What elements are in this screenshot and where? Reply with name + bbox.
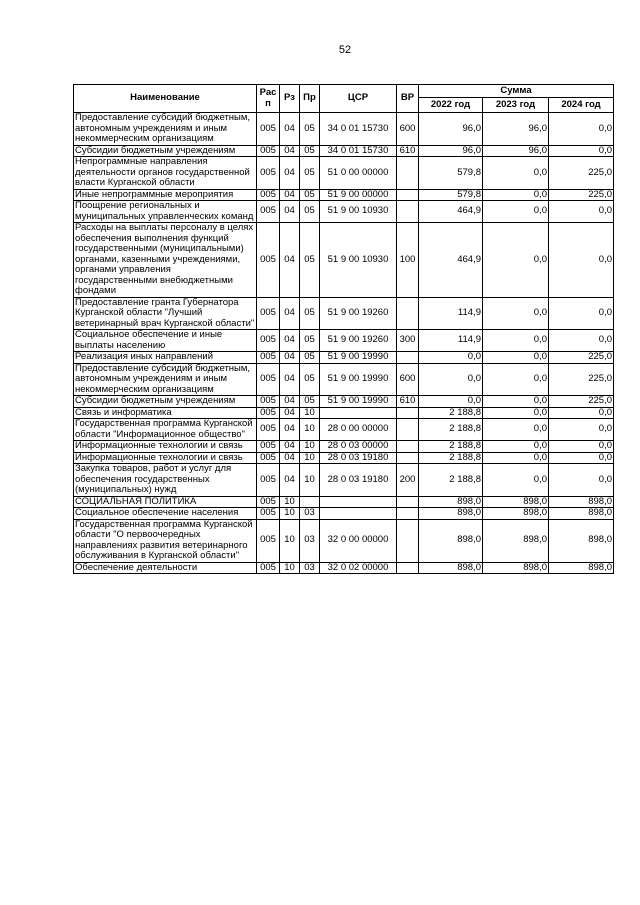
cell-csr: 51 9 00 19260: [320, 297, 397, 330]
cell-rz: 10: [280, 496, 300, 508]
page-number: 52: [338, 44, 352, 56]
cell-ras: 005: [257, 496, 280, 508]
cell-name: Социальное обеспечение населения: [74, 508, 257, 520]
cell-2022: 2 188,8: [419, 452, 483, 464]
cell-2022: 2 188,8: [419, 407, 483, 419]
cell-ras: 005: [257, 441, 280, 453]
cell-name: Непрограммные направления деятельности органов государственной власти Курганской области: [74, 157, 257, 190]
cell-rz: 04: [280, 113, 300, 146]
cell-2023: 96,0: [483, 113, 549, 146]
header-vr: ВР: [397, 85, 419, 113]
header-name: Наименование: [74, 85, 257, 113]
header-pr: Пр: [300, 85, 320, 113]
cell-rz: 04: [280, 452, 300, 464]
cell-2022: 2 188,8: [419, 464, 483, 497]
cell-pr: 05: [300, 157, 320, 190]
cell-pr: 05: [300, 201, 320, 223]
cell-2023: 0,0: [483, 297, 549, 330]
cell-ras: 005: [257, 352, 280, 364]
cell-2023: 0,0: [483, 157, 549, 190]
cell-csr: 28 0 00 00000: [320, 419, 397, 441]
table-row: [74, 419, 614, 441]
cell-2023: 898,0: [483, 519, 549, 562]
cell-2022: 464,9: [419, 201, 483, 223]
cell-pr: 03: [300, 508, 320, 520]
cell-name: Предоставление субсидий бюджетным, автономным учреждениям и иным некоммерческим организациям: [74, 113, 257, 146]
cell-name: Связь и информатика: [74, 407, 257, 419]
cell-pr: 05: [300, 223, 320, 298]
cell-pr: 10: [300, 464, 320, 497]
cell-2022: 579,8: [419, 189, 483, 201]
cell-2023: 0,0: [483, 407, 549, 419]
cell-vr: [397, 419, 419, 441]
cell-pr: 05: [300, 145, 320, 157]
table-row: [74, 407, 614, 419]
cell-2023: 898,0: [483, 496, 549, 508]
cell-csr: 51 9 00 00000: [320, 189, 397, 201]
cell-vr: [397, 201, 419, 223]
cell-ras: 005: [257, 157, 280, 190]
cell-csr: 51 9 00 19990: [320, 363, 397, 396]
cell-ras: 005: [257, 113, 280, 146]
cell-csr: [320, 508, 397, 520]
cell-pr: 10: [300, 441, 320, 453]
cell-2022: 114,9: [419, 330, 483, 352]
cell-ras: 005: [257, 519, 280, 562]
cell-2022: 0,0: [419, 396, 483, 408]
table-row: [74, 113, 614, 146]
cell-2024: 225,0: [549, 157, 614, 190]
cell-pr: 10: [300, 407, 320, 419]
cell-pr: 03: [300, 519, 320, 562]
cell-csr: 28 0 03 00000: [320, 441, 397, 453]
cell-2022: 2 188,8: [419, 441, 483, 453]
cell-pr: 05: [300, 297, 320, 330]
cell-rz: 04: [280, 201, 300, 223]
cell-2023: 0,0: [483, 330, 549, 352]
cell-rz: 04: [280, 419, 300, 441]
cell-name: Поощрение региональных и муниципальных управленческих команд: [74, 201, 257, 223]
cell-name: Предоставление гранта Губернатора Курганской области "Лучший ветеринарный врач Курганской области": [74, 297, 257, 330]
cell-pr: 05: [300, 330, 320, 352]
cell-2024: 225,0: [549, 363, 614, 396]
cell-2024: 225,0: [549, 189, 614, 201]
cell-name: Предоставление субсидий бюджетным, автономным учреждениям и иным некоммерческим организациям: [74, 363, 257, 396]
table-row: [74, 157, 614, 190]
cell-rz: 04: [280, 297, 300, 330]
cell-name: Обеспечение деятельности: [74, 562, 257, 574]
cell-rz: 04: [280, 157, 300, 190]
cell-2024: 0,0: [549, 113, 614, 146]
cell-rz: 04: [280, 396, 300, 408]
table-row: [74, 464, 614, 497]
cell-2023: 96,0: [483, 145, 549, 157]
cell-vr: 200: [397, 464, 419, 497]
cell-ras: 005: [257, 363, 280, 396]
cell-ras: 005: [257, 464, 280, 497]
cell-name: СОЦИАЛЬНАЯ ПОЛИТИКА: [74, 496, 257, 508]
cell-2024: 898,0: [549, 519, 614, 562]
cell-2022: 898,0: [419, 562, 483, 574]
cell-2022: 114,9: [419, 297, 483, 330]
table-row: [74, 145, 614, 157]
cell-csr: 51 9 00 10930: [320, 201, 397, 223]
cell-name: Расходы на выплаты персоналу в целях обеспечения выполнения функций государственными (муниципальными) органами, казенными учреждениями, органами управления государственными внебюджетными фондами: [74, 223, 257, 298]
table-row: [74, 363, 614, 396]
cell-2023: 898,0: [483, 562, 549, 574]
budget-table: [73, 84, 614, 574]
table-row: [74, 396, 614, 408]
cell-2024: 0,0: [549, 407, 614, 419]
cell-rz: 04: [280, 223, 300, 298]
cell-pr: [300, 496, 320, 508]
table-row: [74, 519, 614, 562]
header-sum: Сумма: [419, 85, 614, 98]
cell-2023: 0,0: [483, 419, 549, 441]
cell-2023: 0,0: [483, 223, 549, 298]
cell-csr: 32 0 02 00000: [320, 562, 397, 574]
table-row: [74, 496, 614, 508]
cell-pr: 05: [300, 363, 320, 396]
cell-2024: 898,0: [549, 508, 614, 520]
cell-2023: 0,0: [483, 363, 549, 396]
cell-2023: 0,0: [483, 452, 549, 464]
cell-vr: [397, 452, 419, 464]
cell-2024: 0,0: [549, 464, 614, 497]
cell-pr: 05: [300, 352, 320, 364]
cell-ras: 005: [257, 419, 280, 441]
cell-2024: 0,0: [549, 145, 614, 157]
cell-name: Социальное обеспечение и иные выплаты населению: [74, 330, 257, 352]
cell-csr: [320, 496, 397, 508]
cell-csr: 32 0 00 00000: [320, 519, 397, 562]
cell-2024: 225,0: [549, 352, 614, 364]
cell-2022: 898,0: [419, 496, 483, 508]
cell-2022: 579,8: [419, 157, 483, 190]
cell-2023: 0,0: [483, 396, 549, 408]
cell-csr: 51 9 00 10930: [320, 223, 397, 298]
cell-rz: 04: [280, 352, 300, 364]
cell-vr: [397, 496, 419, 508]
cell-rz: 04: [280, 189, 300, 201]
cell-csr: 28 0 03 19180: [320, 452, 397, 464]
table-row: [74, 352, 614, 364]
cell-name: Закупка товаров, работ и услуг для обеспечения государственных (муниципальных) нужд: [74, 464, 257, 497]
cell-name: Реализация иных направлений: [74, 352, 257, 364]
cell-pr: 10: [300, 419, 320, 441]
cell-vr: [397, 519, 419, 562]
header-year-2024: 2024 год: [549, 98, 614, 113]
cell-2022: 464,9: [419, 223, 483, 298]
cell-vr: 600: [397, 113, 419, 146]
cell-pr: 05: [300, 396, 320, 408]
cell-vr: 600: [397, 363, 419, 396]
cell-2024: 0,0: [549, 441, 614, 453]
cell-2022: 2 188,8: [419, 419, 483, 441]
cell-ras: 005: [257, 396, 280, 408]
cell-2024: 0,0: [549, 419, 614, 441]
header-ras: Рас п: [257, 85, 280, 113]
cell-vr: [397, 189, 419, 201]
header-csr: ЦСР: [320, 85, 397, 113]
cell-ras: 005: [257, 145, 280, 157]
cell-2023: 0,0: [483, 352, 549, 364]
cell-csr: 34 0 01 15730: [320, 113, 397, 146]
cell-2022: 96,0: [419, 145, 483, 157]
cell-2022: 0,0: [419, 363, 483, 396]
cell-2024: 0,0: [549, 330, 614, 352]
cell-name: Информационные технологии и связь: [74, 452, 257, 464]
cell-ras: 005: [257, 508, 280, 520]
cell-rz: 04: [280, 330, 300, 352]
table-row: [74, 562, 614, 574]
cell-csr: [320, 407, 397, 419]
cell-vr: [397, 297, 419, 330]
cell-name: Субсидии бюджетным учреждениям: [74, 396, 257, 408]
cell-2024: 0,0: [549, 201, 614, 223]
table-row: [74, 508, 614, 520]
table-row: [74, 330, 614, 352]
cell-vr: 610: [397, 145, 419, 157]
cell-2024: 0,0: [549, 223, 614, 298]
cell-2024: 225,0: [549, 396, 614, 408]
cell-vr: 610: [397, 396, 419, 408]
header-year-2022: 2022 год: [419, 98, 483, 113]
header-year-2023: 2023 год: [483, 98, 549, 113]
cell-2024: 898,0: [549, 562, 614, 574]
table-row: [74, 189, 614, 201]
cell-csr: 51 0 00 00000: [320, 157, 397, 190]
cell-name: Государственная программа Курганской области "О первоочередных направлениях развития ветеринарного обслуживания в Курганской области": [74, 519, 257, 562]
table-row: [74, 452, 614, 464]
cell-2022: 96,0: [419, 113, 483, 146]
cell-vr: [397, 441, 419, 453]
cell-2023: 898,0: [483, 508, 549, 520]
table-body: [74, 113, 614, 574]
cell-2022: 898,0: [419, 519, 483, 562]
cell-ras: 005: [257, 297, 280, 330]
cell-ras: 005: [257, 223, 280, 298]
cell-pr: 05: [300, 189, 320, 201]
cell-pr: 03: [300, 562, 320, 574]
cell-2022: 898,0: [419, 508, 483, 520]
cell-2023: 0,0: [483, 441, 549, 453]
cell-rz: 10: [280, 519, 300, 562]
cell-vr: [397, 352, 419, 364]
cell-rz: 10: [280, 562, 300, 574]
cell-vr: [397, 157, 419, 190]
cell-ras: 005: [257, 562, 280, 574]
header-rz: Рз: [280, 85, 300, 113]
cell-vr: 100: [397, 223, 419, 298]
cell-csr: 28 0 03 19180: [320, 464, 397, 497]
cell-2022: 0,0: [419, 352, 483, 364]
cell-ras: 005: [257, 201, 280, 223]
cell-csr: 34 0 01 15730: [320, 145, 397, 157]
cell-rz: 04: [280, 441, 300, 453]
cell-vr: [397, 508, 419, 520]
cell-2023: 0,0: [483, 464, 549, 497]
cell-2024: 0,0: [549, 452, 614, 464]
cell-rz: 04: [280, 464, 300, 497]
cell-ras: 005: [257, 407, 280, 419]
cell-rz: 04: [280, 145, 300, 157]
cell-vr: 300: [397, 330, 419, 352]
cell-ras: 005: [257, 330, 280, 352]
cell-csr: 51 9 00 19990: [320, 352, 397, 364]
cell-2023: 0,0: [483, 201, 549, 223]
cell-2024: 898,0: [549, 496, 614, 508]
cell-pr: 05: [300, 113, 320, 146]
cell-csr: 51 9 00 19260: [320, 330, 397, 352]
cell-ras: 005: [257, 452, 280, 464]
cell-2023: 0,0: [483, 189, 549, 201]
table-row: [74, 223, 614, 298]
cell-name: Субсидии бюджетным учреждениям: [74, 145, 257, 157]
cell-vr: [397, 407, 419, 419]
cell-name: Иные непрограммные мероприятия: [74, 189, 257, 201]
cell-rz: 04: [280, 407, 300, 419]
table-row: [74, 297, 614, 330]
cell-rz: 04: [280, 363, 300, 396]
table-row: [74, 201, 614, 223]
table-header: [74, 85, 614, 113]
cell-name: Информационные технологии и связь: [74, 441, 257, 453]
table-row: [74, 441, 614, 453]
cell-2024: 0,0: [549, 297, 614, 330]
cell-csr: 51 9 00 19990: [320, 396, 397, 408]
cell-name: Государственная программа Курганской области "Информационное общество": [74, 419, 257, 441]
cell-pr: 10: [300, 452, 320, 464]
cell-vr: [397, 562, 419, 574]
cell-ras: 005: [257, 189, 280, 201]
cell-rz: 10: [280, 508, 300, 520]
